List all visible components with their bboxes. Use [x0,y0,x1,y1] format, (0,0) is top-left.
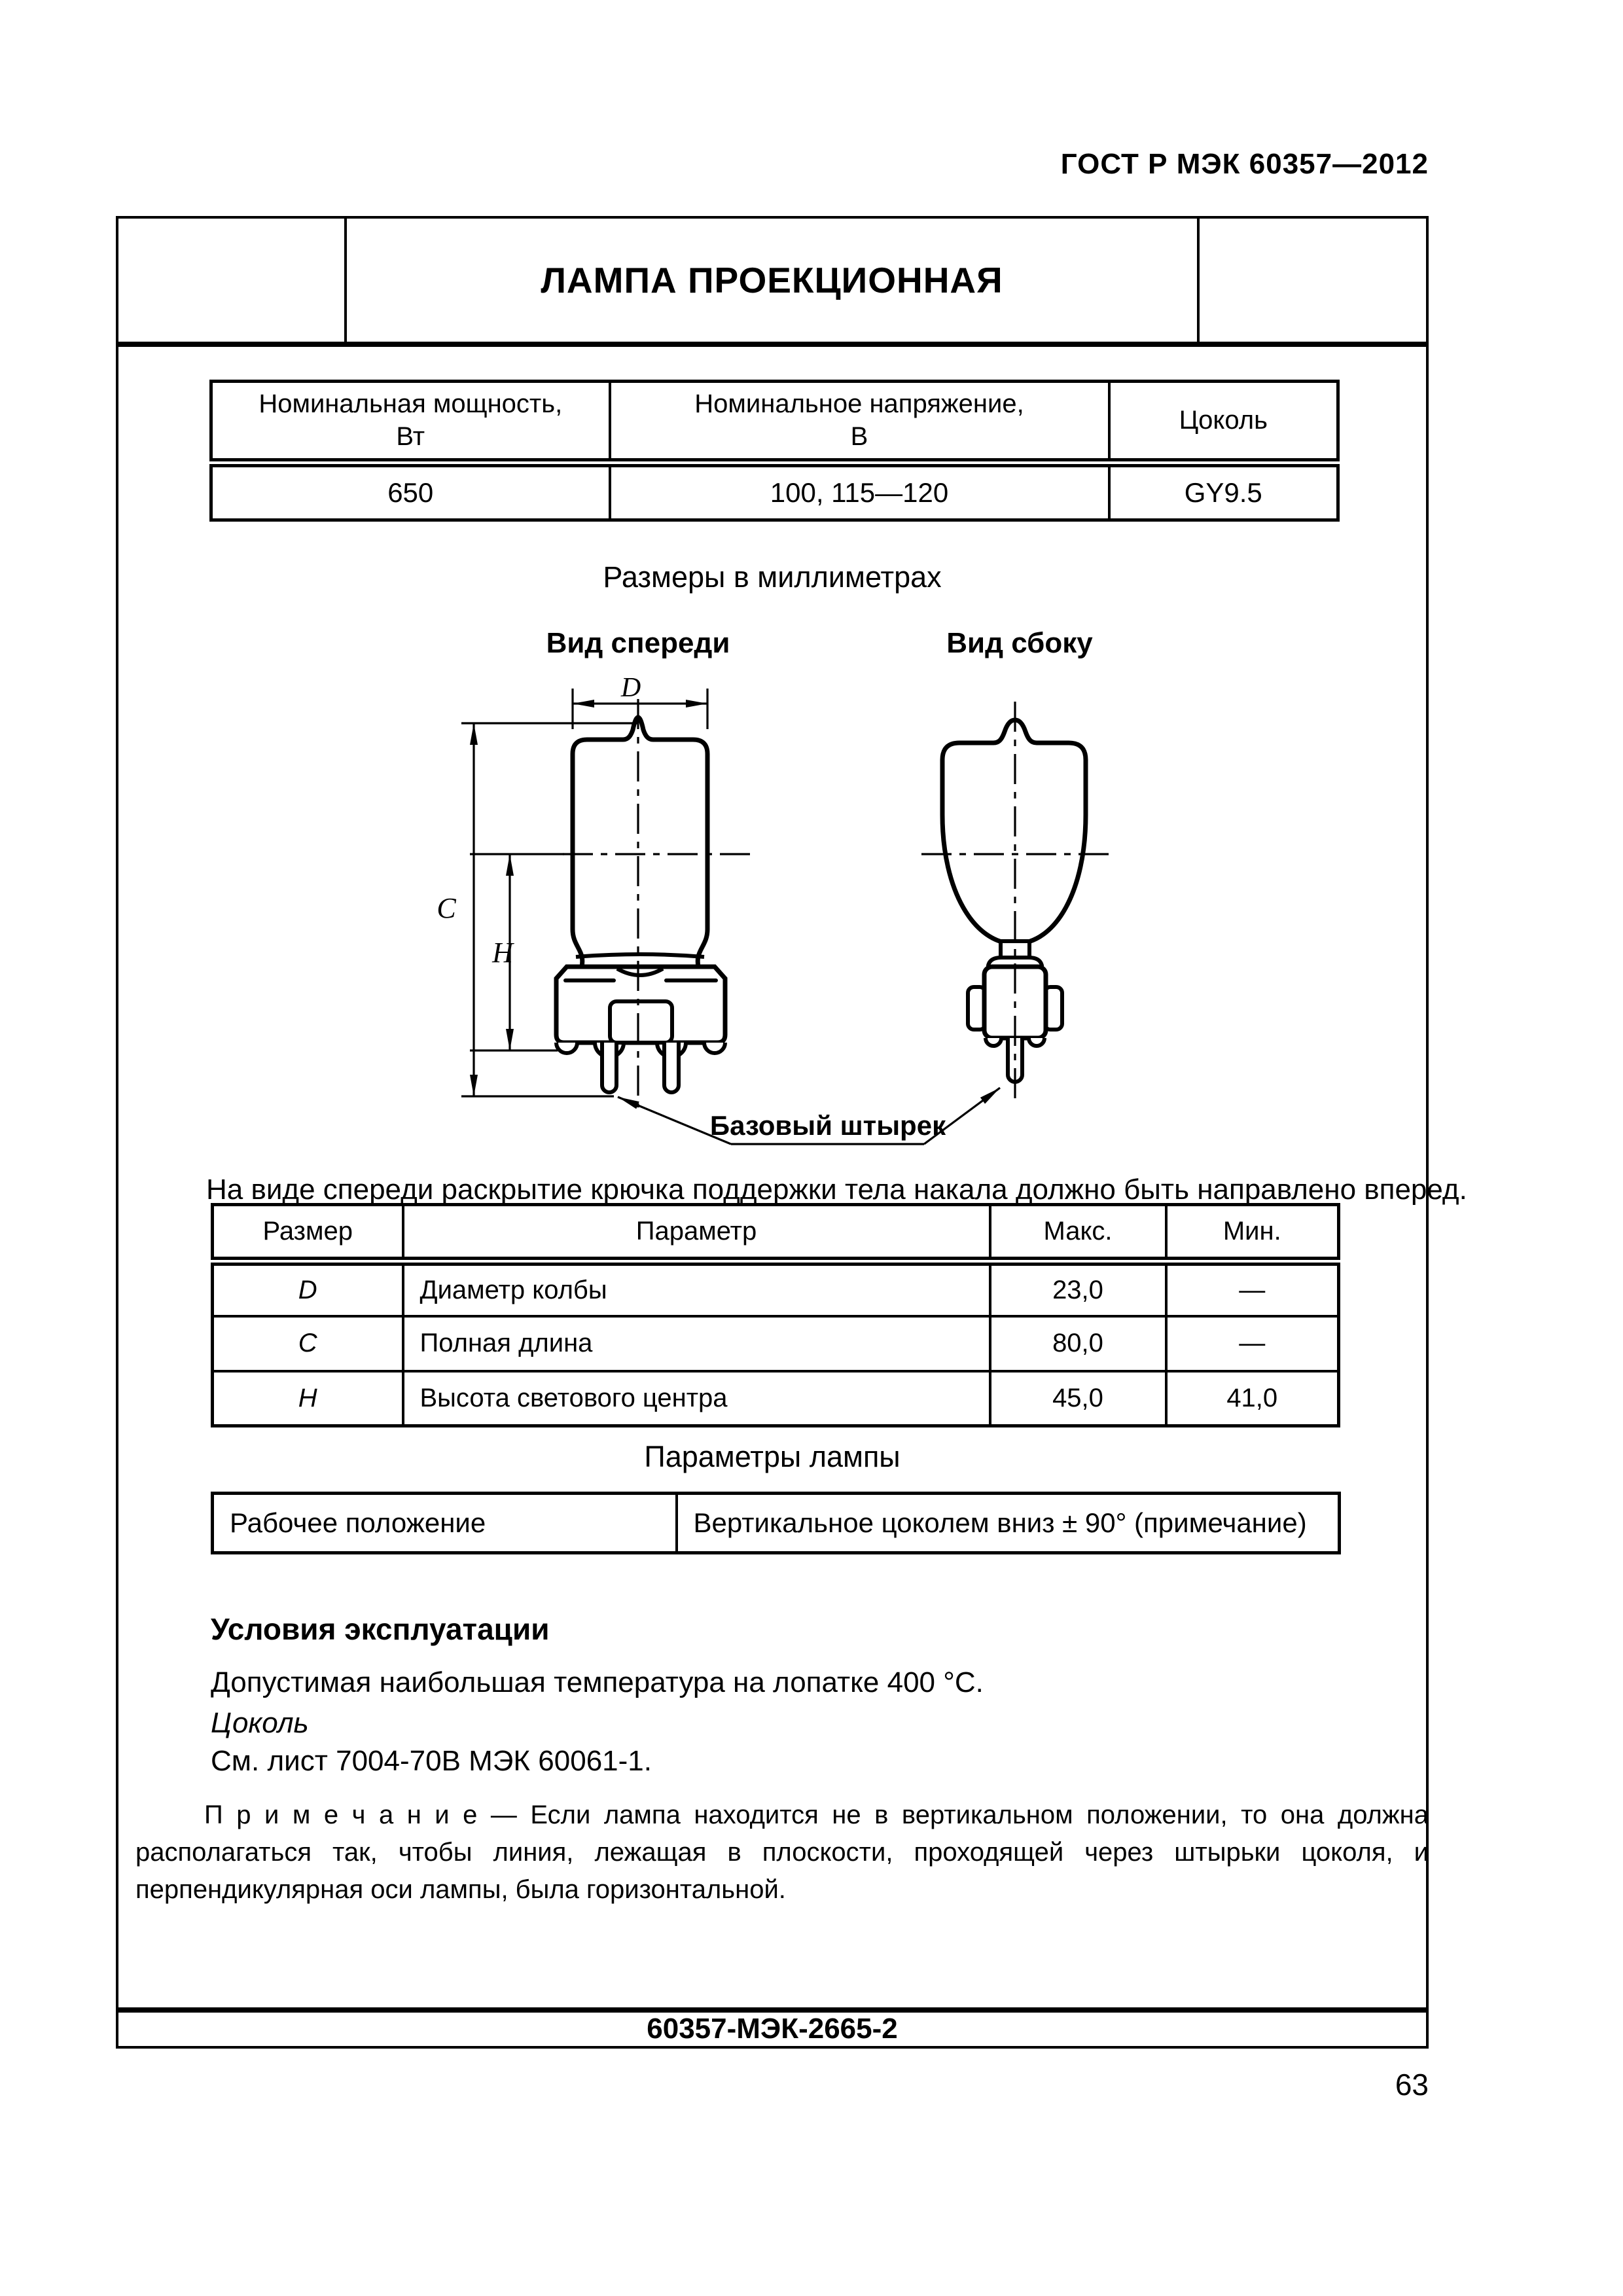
temperature-line: Допустимая наибольшая температура на лопатке 400 °С. [211,1666,984,1698]
dim-min: — [1166,1316,1339,1371]
dim-symbol: H [213,1371,403,1426]
ratings-header-voltage: Номинальное напряжение, В [610,382,1109,463]
title-block-left-cell [118,219,347,342]
table-row [213,1261,1339,1316]
dimension-d-label: D [620,674,641,703]
title-block-right-cell [1197,219,1426,342]
side-view [921,702,1111,1101]
dim-parameter: Диаметр колбы [403,1261,990,1316]
operating-position-label: Рабочее положение [213,1494,677,1553]
page-number: 63 [1395,2068,1429,2102]
dimension-c-label: C [437,892,456,924]
note-paragraph: П р и м е ч а н и е — Если лампа находится не в вертикальном положении, то она должна располагаться так, чтобы линия, лежащая в плоскости, проходящей через штырьки цоколя, и перпендикулярная оси лампы, была горизонтальной. [135,1801,1429,1904]
ratings-header-cap: Цоколь [1109,382,1338,463]
base-pin-label: Базовый штырек [709,1110,946,1141]
table-row [213,1316,1339,1371]
lamp-parameters-table [211,1492,1341,1554]
title-block [118,219,1426,347]
ratings-table [209,380,1340,522]
dims-header-parameter: Параметр [403,1205,990,1261]
dims-header-size: Размер [213,1205,403,1261]
ratings-table-header-row [211,382,1338,463]
ratings-table-value-row [211,463,1338,520]
dim-min: 41,0 [1166,1371,1339,1426]
dim-max: 23,0 [990,1261,1166,1316]
page-title: ЛАМПА ПРОЕКЦИОННАЯ [541,260,1003,300]
voltage-value: 100, 115—120 [610,463,1109,520]
side-view-label: Вид сбоку [946,627,1093,659]
cap-sheet-reference: См. лист 7004-70В МЭК 60061-1. [211,1745,652,1777]
power-value: 650 [211,463,610,520]
dim-symbol: D [213,1261,403,1316]
front-view-label: Вид спереди [546,627,730,659]
dim-min: — [1166,1261,1339,1316]
table-row [213,1494,1340,1553]
operating-conditions-heading: Условия эксплуатации [211,1612,550,1646]
support-hook-note: На виде спереди раскрытие крючка поддержки тела накала должно быть направлено вперед. [206,1174,1467,1206]
dim-parameter: Полная длина [403,1316,990,1371]
lamp-technical-drawing [366,674,1152,1165]
dim-parameter: Высота светового центра [403,1371,990,1426]
dim-symbol: C [213,1316,403,1371]
standard-reference: ГОСТ Р МЭК 60357—2012 [1060,148,1429,180]
front-view [556,699,758,1107]
cap-value: GY9.5 [1109,463,1338,520]
footer-sheet-code: 60357-МЭК-2665-2 [118,2007,1426,2046]
dim-max: 80,0 [990,1316,1166,1371]
dimensions-table [211,1203,1340,1427]
operating-position-value: Вертикальное цоколем вниз ± 90° (примечание) [677,1494,1340,1553]
dimensions-heading: Размеры в миллиметрах [603,560,942,594]
lamp-parameters-heading: Параметры лампы [644,1440,901,1473]
dims-header-max: Макс. [990,1205,1166,1261]
dimensions-table-header-row [213,1205,1339,1261]
dim-max: 45,0 [990,1371,1166,1426]
table-row [213,1371,1339,1426]
dims-header-min: Мин. [1166,1205,1339,1261]
dimension-h-label: H [492,937,513,969]
ratings-header-power: Номинальная мощность, Вт [211,382,610,463]
cap-line: Цоколь [211,1707,309,1739]
